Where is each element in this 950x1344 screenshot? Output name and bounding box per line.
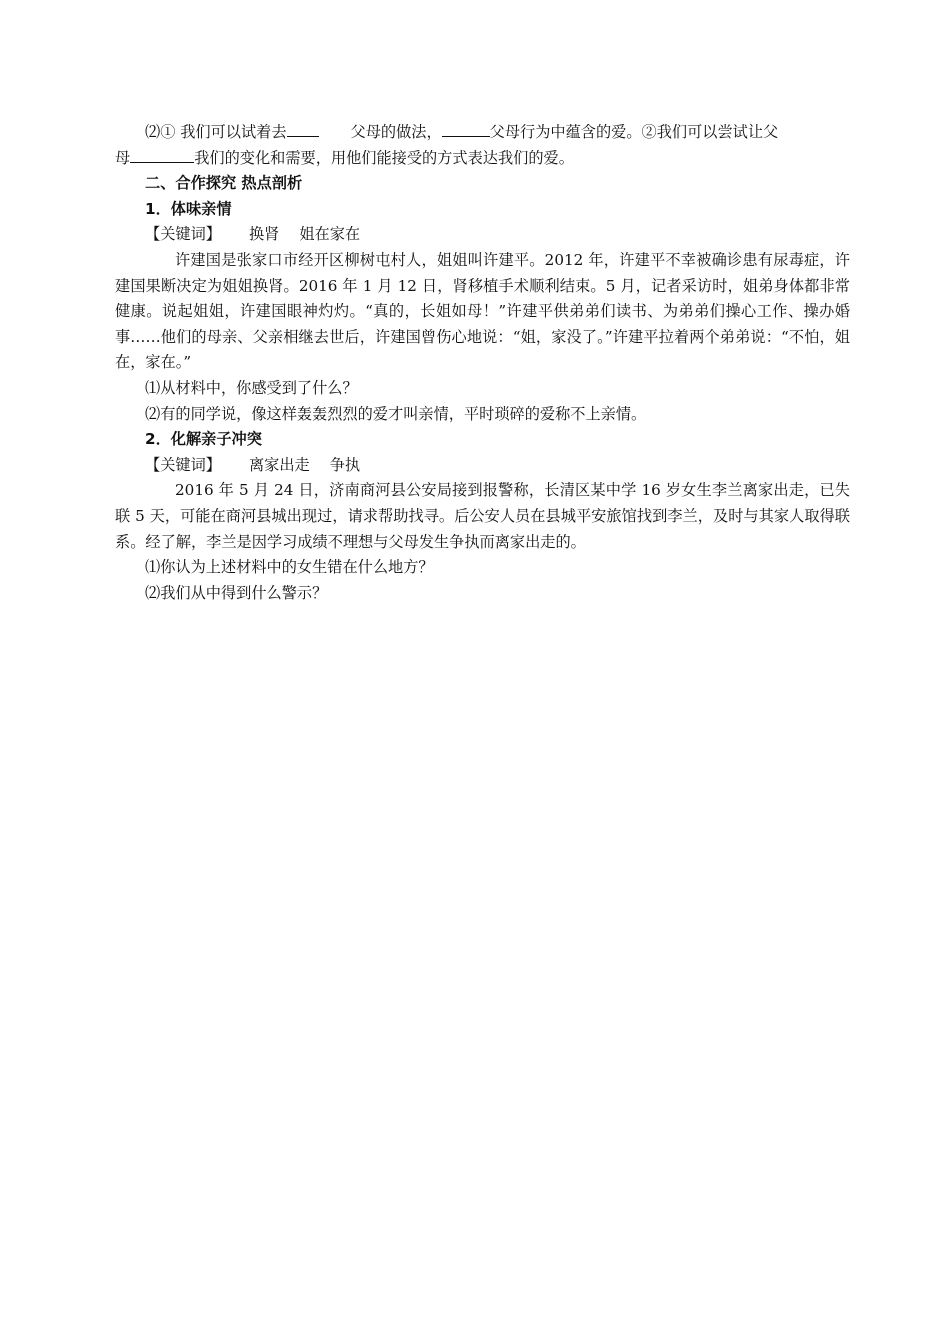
topic-1-material: 许建国是张家口市经开区柳树屯村人，姐姐叫许建平。2012 年，许建平不幸被确诊患有尿毒症，许建国果断决定为姐姐换肾。2016 年 1 月 12 日，肾移植手术顺利结束。5 月，记者采访时，姐弟身体都非常健康。说起姐姐，许建国眼神灼灼。“真的，长姐如母！”许建平供弟弟们读书、为弟弟们操心工作、操办婚事……他们的母亲、父亲相继去世后，许建国曾伤心地说：“姐，家没了。”许建平拉着两个弟弟说：“不怕，姐在，家在。” [115, 250, 850, 372]
q2-line2-text-a: 母 [115, 148, 131, 167]
topic-1-title: 1．体味亲情 [145, 199, 232, 218]
topic-1-keywords [115, 222, 850, 248]
fill-blank-3 [130, 146, 194, 163]
topic-1-question-1: ⑴从材料中，你感受到了什么？ [145, 378, 358, 397]
fill-blank-2 [442, 120, 490, 137]
keyword: 姐在家在 [299, 225, 361, 244]
fill-in-question-line-1 [115, 120, 850, 146]
keyword-label: 【关键词】 [145, 455, 221, 474]
topic-2-title: 2．化解亲子冲突 [145, 430, 262, 449]
q2-text-b: 父母的做法， [350, 123, 442, 141]
keyword-label: 【关键词】 [145, 225, 221, 244]
topic-2-keywords [115, 453, 850, 479]
topic-2-question-2: ⑵我们从中得到什么警示？ [145, 583, 328, 602]
section-heading: 二、合作探究 热点剖析 [145, 174, 303, 193]
topic-1-question-2: ⑵有的同学说，像这样轰轰烈烈的爱才叫亲情，平时琐碎的爱称不上亲情。 [145, 404, 647, 423]
keyword: 换肾 [248, 225, 280, 244]
q2-line2-text-b: 我们的变化和需要，用他们能接受的方式表达我们的爱。 [194, 148, 574, 167]
keyword: 争执 [329, 455, 361, 474]
document-body [115, 120, 850, 606]
keyword: 离家出走 [248, 455, 310, 474]
q2-text-a: ⑵① 我们可以试着去 [145, 123, 287, 141]
topic-2-question-1: ⑴你认为上述材料中的女生错在什么地方？ [145, 558, 434, 577]
fill-in-question-line-2 [115, 146, 850, 172]
fill-blank-1 [287, 120, 319, 137]
topic-2-material: 2016 年 5 月 24 日，济南商河县公安局接到报警称，长清区某中学 16 岁女生李兰离家出走，已失联 5 天，可能在商河县城出现过，请求帮助找寻。后公安人员在县城平安旅馆找到李兰，及时与其家人取得联系。经了解，李兰是因学习成绩不理想与父母发生争执而离家出走的。 [115, 481, 850, 551]
q2-text-c: 父母行为中蕴含的爱。②我们可以尝试让父 [489, 123, 779, 141]
